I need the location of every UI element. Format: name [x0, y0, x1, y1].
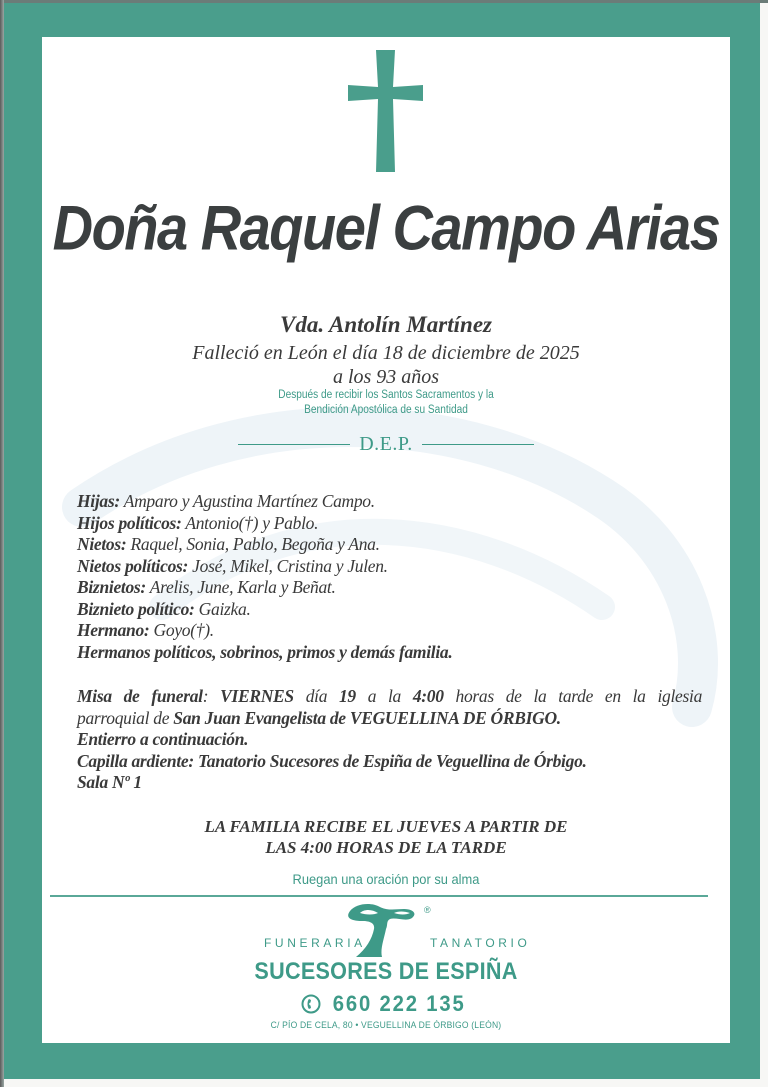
reception-line-2: LAS 4:00 HORAS DE LA TARDE — [265, 838, 507, 857]
family-row-hermano — [77, 620, 717, 642]
family-label: Nietos: — [77, 534, 127, 554]
mass-text: día — [293, 686, 339, 706]
family-value: Antonio(†) y Pablo. — [181, 512, 319, 533]
mass-label: Misa de funeral — [77, 686, 203, 706]
family-value: Gaizka. — [194, 598, 251, 619]
room-line — [77, 772, 702, 794]
funeral-details — [77, 686, 702, 794]
family-row-biznietos — [77, 577, 717, 599]
phone-icon — [301, 994, 321, 1014]
family-value: José, Mikel, Cristina y Julen. — [188, 555, 388, 576]
church-prefix: parroquial de — [77, 707, 174, 728]
deceased-name: Doña Raquel Campo Arias — [52, 192, 720, 263]
burial-line — [77, 729, 702, 751]
dep-label: D.E.P. — [359, 433, 413, 455]
family-row-biznieto-politico — [77, 599, 717, 621]
funeral-home-name: SUCESORES DE ESPIÑA — [254, 958, 518, 985]
death-date-line: Falleció en León el día 18 de diciembre de 2025 — [192, 342, 580, 364]
church-name: San Juan Evangelista de VEGUELLINA DE ÓRBIGO. — [173, 707, 561, 728]
chapel-line — [77, 751, 702, 773]
age-line: a los 93 años — [332, 366, 440, 388]
mass-time: 4:00 — [412, 686, 444, 706]
family-row-nietos-politicos — [77, 556, 717, 578]
scan-left-edge — [0, 0, 4, 1087]
family-row-nietos — [77, 534, 717, 556]
reception-line-1: LA FAMILIA RECIBE EL JUEVES A PARTIR DE — [204, 817, 568, 836]
funeral-home-logo — [332, 899, 442, 964]
sacraments-line-1: Después de recibir los Santos Sacramentos y la — [278, 389, 494, 401]
family-value: Amparo y Agustina Martínez Campo. — [119, 491, 375, 511]
obituary-sheet — [42, 37, 730, 1043]
dep-rule-right — [422, 444, 534, 446]
family-row-hijos-politicos — [77, 513, 717, 535]
family-label: Hermanos políticos, sobrinos, primos y demás familia. — [77, 641, 453, 662]
tanatorio-label: TANATORIO — [430, 936, 531, 950]
family-label: Biznieto político: — [77, 598, 195, 619]
family-label: Nietos políticos: — [77, 555, 189, 576]
room-text: Sala Nº 1 — [77, 772, 142, 792]
mass-text: horas de la tarde en la iglesia — [443, 686, 703, 706]
family-row-hijas — [77, 491, 717, 513]
family-label: Hermano: — [77, 620, 150, 640]
family-label: Hijas: — [77, 491, 120, 511]
prayer-request: Ruegan una oración por su alma — [292, 871, 480, 887]
family-value: Goyo(†). — [149, 620, 214, 640]
family-reception — [42, 816, 730, 858]
family-label: Biznietos: — [77, 577, 146, 597]
family-value: Raquel, Sonia, Pablo, Begoña y Ana. — [126, 534, 380, 554]
family-list — [77, 491, 717, 663]
tree-t-logo-icon — [332, 899, 442, 959]
dep-rule-left — [238, 444, 350, 446]
mass-day: VIERNES — [220, 686, 294, 706]
family-value: Arelis, June, Karla y Beñat. — [145, 577, 336, 597]
funeraria-label: FUNERARIA — [264, 936, 366, 950]
chapel-text: Capilla ardiente: Tanatorio Sucesores de Espiña de Veguellina de Órbigo. — [77, 750, 587, 771]
church-line — [77, 708, 702, 730]
burial-text: Entierro a continuación. — [77, 729, 249, 749]
family-label: Hijos políticos: — [77, 512, 182, 533]
phone-number[interactable]: 660 222 135 — [332, 991, 466, 1016]
footer-divider — [50, 895, 708, 897]
registered-mark: ® — [424, 905, 431, 915]
sacraments-line-2: Bendición Apostólica de su Santidad — [304, 404, 468, 416]
mass-date: 19 — [338, 686, 356, 706]
dep-divider — [42, 433, 730, 456]
widow-of-line: Vda. Antolín Martínez — [280, 312, 492, 337]
mass-colon: : — [202, 686, 221, 706]
family-row-otros — [77, 642, 717, 664]
mass-line — [77, 686, 702, 708]
funeral-home-address: C/ PÍO DE CELA, 80 • VEGUELLINA DE ÓRBIGO (LEÓN) — [270, 1020, 502, 1031]
phone-row — [42, 991, 730, 1017]
latin-cross-icon — [42, 37, 730, 177]
mass-text: a la — [355, 686, 413, 706]
